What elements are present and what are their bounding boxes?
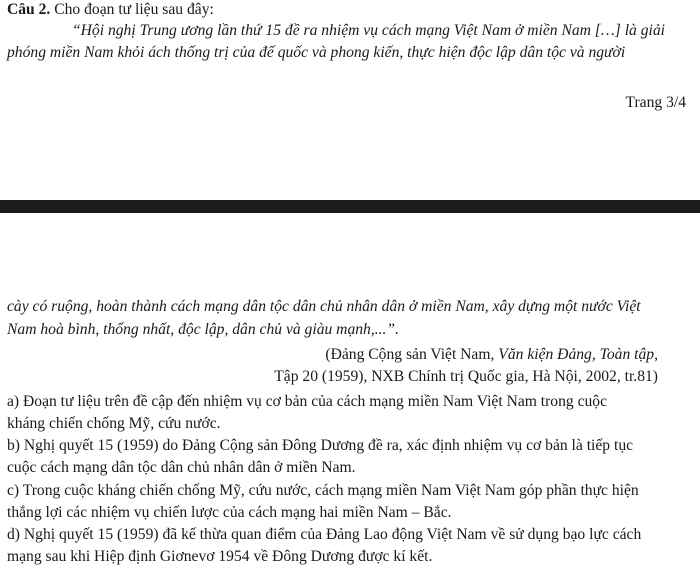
page-number: Trang 3/4 bbox=[625, 94, 686, 111]
source-title: Văn kiện Đảng, Toàn tập, bbox=[498, 346, 658, 363]
quote-line-1: “Hội nghị Trung ương lần thứ 15 đề ra nhiệm vụ cách mạng Việt Nam ở miền Nam […] là giải bbox=[72, 22, 665, 39]
source-line-2: Tập 20 (1959), NXB Chính trị Quốc gia, Hà Nội, 2002, tr.81) bbox=[274, 368, 658, 385]
question-label: Câu 2. bbox=[7, 1, 51, 18]
option-a-line-1: a) Đoạn tư liệu trên đề cập đến nhiệm vụ cơ bản của cách mạng miền Nam Việt Nam trong cuộc bbox=[7, 393, 608, 410]
option-d-line-1: d) Nghị quyết 15 (1959) đã kế thừa quan điểm của Đảng Lao động Việt Nam về sử dụng bạo lực cách bbox=[7, 526, 642, 543]
quote-line-3: cày có ruộng, hoàn thành cách mạng dân tộc dân chủ nhân dân ở miền Nam, xây dựng một nước Việt bbox=[7, 298, 641, 315]
page-break-divider bbox=[0, 200, 700, 213]
option-d-line-2: mạng sau khi Hiệp định Giơnevơ 1954 về Đông Dương được kí kết. bbox=[7, 548, 433, 565]
page-break-gap bbox=[0, 213, 700, 293]
question-intro: Cho đoạn tư liệu sau đây: bbox=[50, 1, 214, 18]
question-header bbox=[7, 0, 214, 20]
option-a-line-2: kháng chiến chống Mỹ, cứu nước. bbox=[7, 415, 221, 432]
quote-line-4: Nam hoà bình, thống nhất, độc lập, dân chủ và giàu mạnh,...”. bbox=[7, 321, 399, 338]
option-c-line-1: c) Trong cuộc kháng chiến chống Mỹ, cứu nước, cách mạng miền Nam Việt Nam góp phần thực hiện bbox=[7, 482, 639, 499]
quote-line-2: phóng miền Nam khỏi ách thống trị của đế quốc và phong kiến, thực hiện độc lập dân tộc và người bbox=[7, 44, 626, 61]
source-prefix: (Đảng Cộng sản Việt Nam, bbox=[325, 346, 499, 363]
option-b-line-2: cuộc cách mạng dân tộc dân chủ nhân dân ở miền Nam. bbox=[7, 459, 356, 476]
source-line-1 bbox=[325, 345, 658, 365]
option-b-line-1: b) Nghị quyết 15 (1959) do Đảng Cộng sản Đông Dương đề ra, xác định nhiệm vụ cơ bản là tiếp tục bbox=[7, 437, 634, 454]
option-c-line-2: thắng lợi các nhiệm vụ chiến lược của cách mạng hai miền Nam – Bắc. bbox=[7, 504, 452, 521]
